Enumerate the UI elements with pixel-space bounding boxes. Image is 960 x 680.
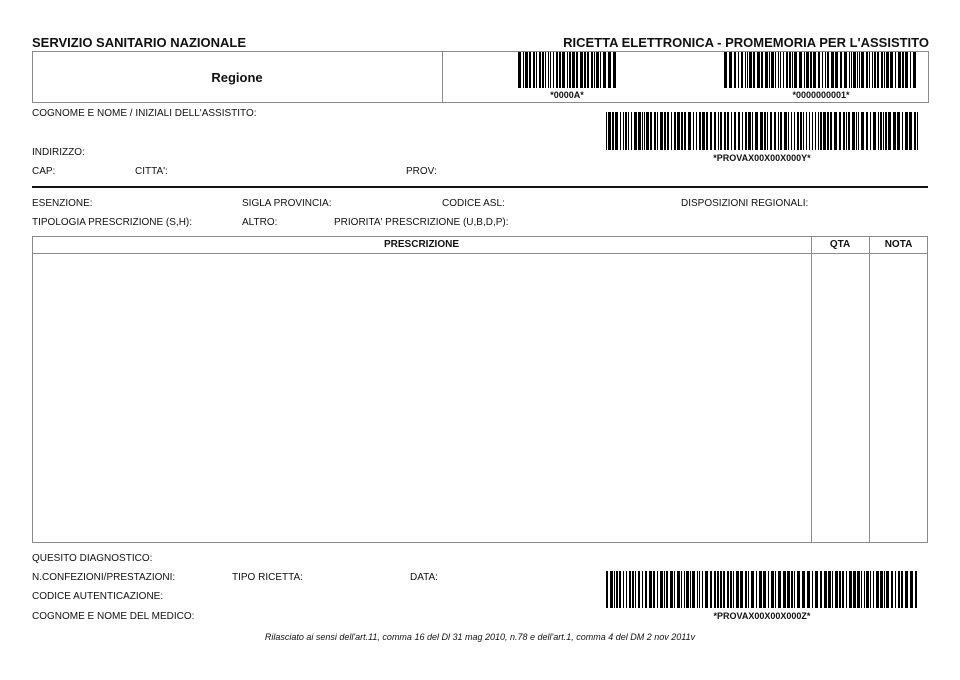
diagnostic-question-label: QUESITO DIAGNOSTICO: <box>32 553 153 564</box>
prescription-type-label: TIPOLOGIA PRESCRIZIONE (S,H): <box>32 217 193 228</box>
packages-label: N.CONFEZIONI/PRESTAZIONI: <box>32 572 176 583</box>
cap-label: CAP: <box>32 166 56 177</box>
col-header-prescription: PRESCRIZIONE <box>383 239 459 250</box>
exemption-label: ESENZIONE: <box>32 198 93 209</box>
region-label: Regione <box>211 70 263 85</box>
section-divider <box>32 186 928 188</box>
barcode-top-1 <box>518 52 616 88</box>
barcode-top-1-text: *0000A* <box>550 90 584 100</box>
prov-label: PROV: <box>406 166 437 177</box>
barcode-patient-text: *PROVAX00X00X000Y* <box>713 153 811 163</box>
regional-provisions-label: DISPOSIZIONI REGIONALI: <box>681 198 809 209</box>
table-header-divider <box>32 253 928 254</box>
recipe-type-label: TIPO RICETTA: <box>232 572 303 583</box>
doctor-name-label: COGNOME E NOME DEL MEDICO: <box>32 611 195 622</box>
asl-code-label: CODICE ASL: <box>442 198 505 209</box>
table-col-divider-2 <box>869 236 870 543</box>
patient-name-label: COGNOME E NOME / INIZIALI DELL'ASSISTITO: <box>32 108 257 119</box>
col-header-note: NOTA <box>884 239 913 250</box>
province-code-label: SIGLA PROVINCIA: <box>242 198 332 209</box>
page-title-left: SERVIZIO SANITARIO NAZIONALE <box>32 35 247 50</box>
barcode-patient <box>606 112 918 150</box>
address-label: INDIRIZZO: <box>32 147 85 158</box>
barcode-bottom-text: *PROVAX00X00X000Z* <box>713 611 811 621</box>
table-col-divider-1 <box>811 236 812 543</box>
barcode-top-2 <box>724 52 918 88</box>
city-label: CITTA': <box>135 166 168 177</box>
other-label: ALTRO: <box>242 217 278 228</box>
footer-note: Rilasciato ai sensi dell'art.11, comma 16 del Dl 31 mag 2010, n.78 e dell'art.1, comma 4 del DM 2 nov 2011v <box>264 632 696 642</box>
col-header-qty: QTA <box>829 239 851 250</box>
barcode-top-2-text: *0000000001* <box>792 90 850 100</box>
page-title-right: RICETTA ELETTRONICA - PROMEMORIA PER L'ASSISTITO <box>563 35 929 50</box>
barcode-bottom <box>606 571 918 608</box>
priority-label: PRIORITA' PRESCRIZIONE (U,B,D,P): <box>334 217 509 228</box>
top-box-divider <box>442 51 443 103</box>
prescription-table <box>32 236 928 543</box>
date-label: DATA: <box>410 572 438 583</box>
auth-code-label: CODICE AUTENTICAZIONE: <box>32 591 164 602</box>
